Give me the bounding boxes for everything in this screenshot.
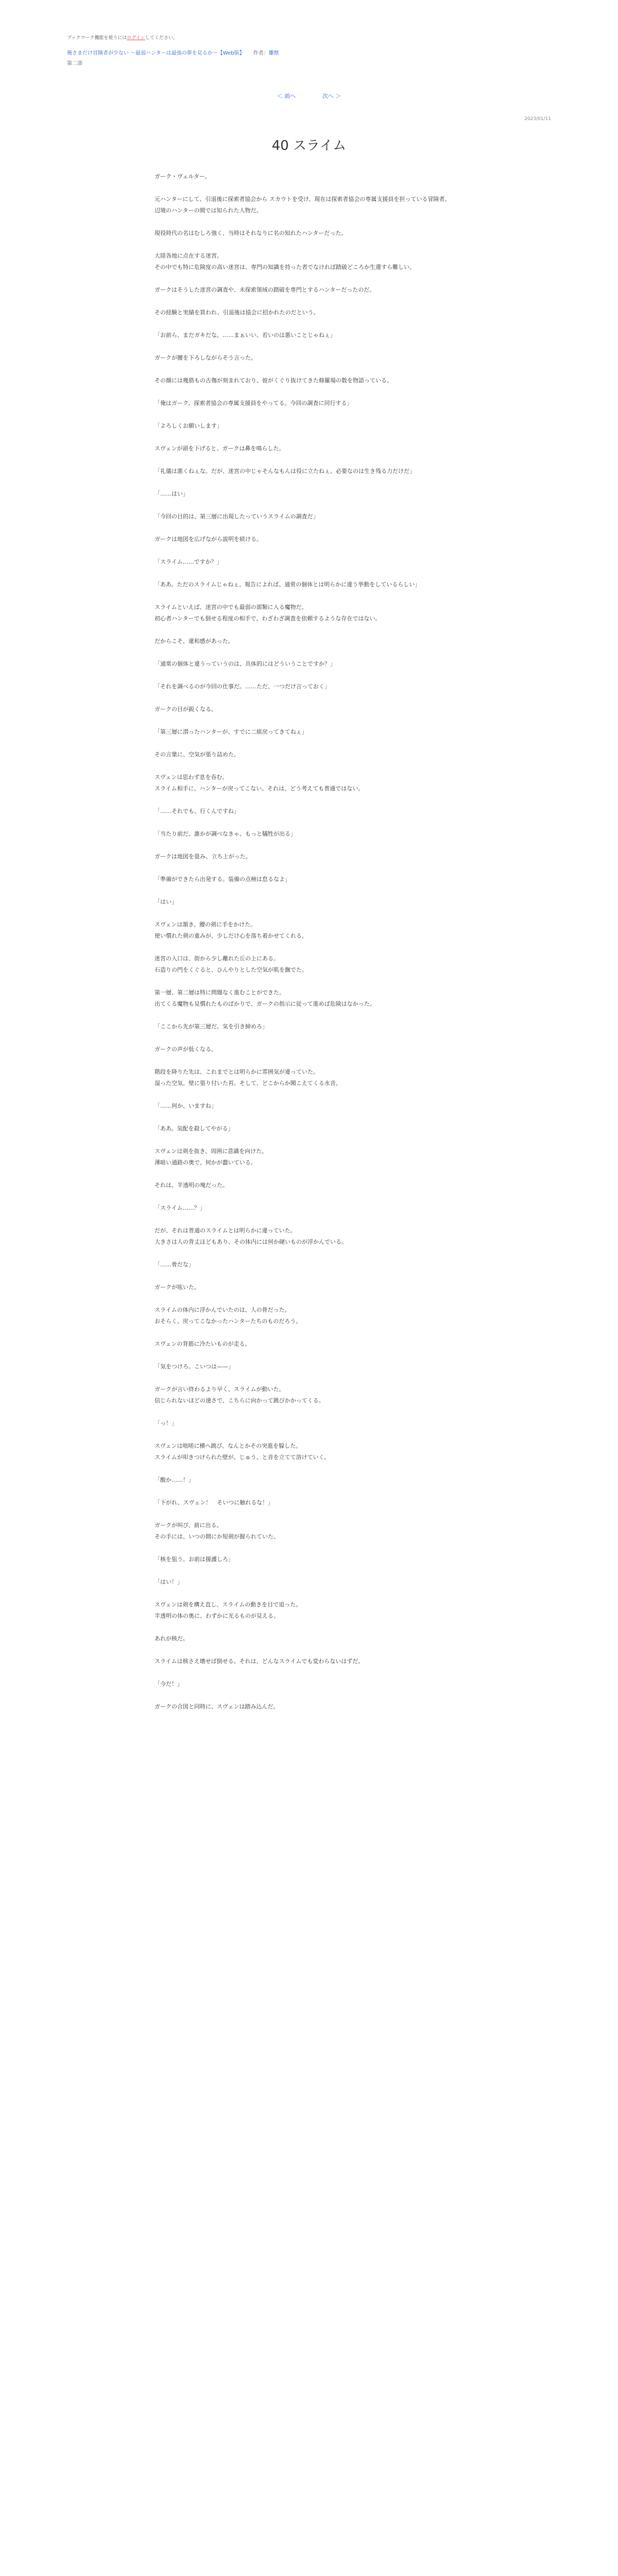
body-paragraph: その言葉に、空気が張り詰めた。 (154, 751, 239, 758)
body-paragraph: 階段を降りた先は、これまでとは明らかに雰囲気が違っていた。 湿った空気。壁に張り付いた苔。そして、どこからか聞こえてくる水音。 (154, 1069, 341, 1087)
body-paragraph: スヴェンは思わず息を呑む。 スライム相手に、ハンターが戻ってこない。それは、どう考えても普通ではない。 (154, 774, 364, 792)
body-paragraph: 「ああ。気配を殺してやがる」 (154, 1125, 234, 1132)
episode-title: 40 スライム (271, 138, 347, 154)
episode-nav (0, 92, 618, 100)
chapter-label: 第二部 (67, 61, 82, 66)
body-paragraph: あれが核だ。 (154, 1635, 188, 1642)
body-paragraph: ガークが叫び、前に出る。 その手には、いつの間にか短剣が握られていた。 (154, 1522, 279, 1540)
body-paragraph: スヴェンは咄嗟に横へ跳び、なんとかその突進を躱した。 スライムが叩きつけられた壁が、じゅう、と音を立てて溶けていく。 (154, 1443, 330, 1461)
body-paragraph: 現役時代の名はむしろ強く、当時はそれなりに名の知れたハンターだった。 (154, 230, 347, 236)
body-paragraph: スヴェンの背筋に冷たいものが走る。 (154, 1341, 251, 1347)
body-paragraph: ガークの合図と同時に、スヴェンは踏み込んだ。 (154, 1703, 279, 1710)
body-paragraph: 「スライム……ですか？」 (154, 558, 222, 565)
body-paragraph: 「……骨だな」 (154, 1261, 194, 1268)
body-paragraph: だからこそ、違和感があった。 (154, 638, 234, 645)
body-paragraph: 「っ！」 (154, 1420, 177, 1427)
body-paragraph: 「準備ができたら出発する。装備の点検は怠るなよ」 (154, 876, 290, 883)
author-label: 作者： (253, 50, 269, 56)
body-paragraph: ガークは地図を広げながら説明を続ける。 (154, 536, 262, 543)
notice-prefix: ブックマーク機能を使うには (67, 36, 127, 41)
next-episode-link[interactable]: 次へ ＞ (322, 93, 341, 99)
body-paragraph: だが、それは普通のスライムとは明らかに違っていた。 大きさは人の背丈ほどもあり、その体内には何か硬いものが浮かんでいる。 (154, 1227, 347, 1245)
body-paragraph: 「スライム……？」 (154, 1205, 205, 1211)
body-paragraph: ガークが言い終わるより早く、スライムが動いた。 信じられないほどの速さで、こちらに向かって跳びかかってくる。 (154, 1386, 324, 1404)
body-paragraph: スヴェンは剣を構え直し、スライムの動きを目で追った。 半透明の体の奥に、わずかに光るものが見える。 (154, 1601, 302, 1619)
body-paragraph: 「それを調べるのが今回の仕事だ。……ただ、一つだけ言っておく」 (154, 683, 330, 690)
body-paragraph: ガークが呟いた。 (154, 1284, 200, 1291)
body-paragraph: スヴェンは頷き、腰の剣に手をかけた。 使い慣れた剣の重みが、少しだけ心を落ち着かせてくれる。 (154, 921, 307, 939)
series-info (67, 49, 279, 58)
body-paragraph: 「お前ら、まだガキだな。……まぁいい、若いのは悪いことじゃねぇ」 (154, 332, 336, 338)
body-paragraph: 「当たり前だ。誰かが調べなきゃ、もっと犠牲が出る」 (154, 831, 296, 837)
bookmark-notice (67, 34, 178, 41)
body-paragraph: その経験と実績を買われ、引退後は協会に招かれたのだという。 (154, 309, 319, 316)
body-paragraph: 「礼儀は悪くねぇな。だが、迷宮の中じゃそんなもんは役に立たねぇ。必要なのは生き残る力だけだ」 (154, 468, 415, 474)
body-paragraph: 「俺はガーク。探索者協会の専属支援員をやってる。今回の調査に同行する」 (154, 400, 353, 406)
body-paragraph: 「はい」 (154, 899, 177, 905)
body-paragraph: スライムは核さえ壊せば倒せる。それは、どんなスライムでも変わらないはずだ。 (154, 1658, 364, 1665)
notice-suffix: してください。 (145, 36, 178, 41)
body-paragraph: ガーク・ヴェルター。 (154, 173, 211, 180)
body-paragraph: ガークの声が低くなる。 (154, 1046, 217, 1053)
body-paragraph: 「よろしくお願いします」 (154, 422, 222, 429)
body-paragraph: 「酸か……！」 (154, 1477, 194, 1483)
login-link[interactable]: ログイン (127, 36, 145, 41)
author-link[interactable]: 雛獣 (268, 50, 279, 56)
body-paragraph: 「今回の目的は、第三層に出現したっていうスライムの調査だ」 (154, 513, 319, 520)
body-paragraph: 迷宮の入口は、街から少し離れた丘の上にある。 石造りの門をくぐると、ひんやりとした空気が肌を撫でた。 (154, 955, 307, 973)
body-paragraph: ガークが腰を下ろしながらそう言った。 (154, 354, 256, 361)
body-paragraph: ガークの目が鋭くなる。 (154, 706, 217, 713)
series-title-link[interactable]: 俺さまだけ冒険者が少ない 〜最弱ハンターは最強の夢を見るか〜【Web版】 (67, 50, 245, 56)
body-paragraph: 「核を狙う。お前は援護しろ」 (154, 1556, 234, 1563)
body-paragraph: スヴェンが頭を下げると、ガークは鼻を鳴らした。 (154, 445, 285, 452)
body-paragraph: スライムの体内に浮かんでいたのは、人の骨だった。 おそらく、戻ってこなかったハンターたちのものだろう。 (154, 1307, 302, 1325)
body-paragraph: 「下がれ、スヴェン！ そいつに触れるな！」 (154, 1499, 274, 1506)
body-paragraph: 「ああ。ただのスライムじゃねぇ。報告によれば、通常の個体とは明らかに違う挙動をしているらしい」 (154, 581, 421, 588)
body-paragraph: 「……何か、いますね」 (154, 1103, 217, 1109)
publish-date: 2023/01/11 (524, 116, 551, 122)
body-paragraph: 「気をつけろ。こいつは——」 (154, 1363, 234, 1370)
body-paragraph: スライムといえば、迷宮の中でも最弱の部類に入る魔物だ。 初心者ハンターでも倒せる程度の相手で、わざわざ調査を依頼するような存在ではない。 (154, 604, 381, 622)
novel-body (154, 171, 464, 1724)
body-paragraph: その顔には幾筋もの古傷が刻まれており、彼がくぐり抜けてきた修羅場の数を物語っている。 (154, 377, 392, 384)
body-paragraph: 「ここから先が第三層だ。気を引き締めろ」 (154, 1023, 268, 1030)
body-paragraph: ガークはそうした迷宮の調査や、未探索領域の踏破を専門とするハンターだったのだ。 (154, 286, 375, 293)
body-paragraph: 元ハンターにして、引退後に探索者協会から スカウトを受け、現在は探索者協会の専属支援員を担っている冒険者。 辺境のハンターの間では知られた人物だ。 (154, 196, 451, 214)
body-paragraph: それは、半透明の塊だった。 (154, 1182, 228, 1189)
body-paragraph: 第一層、第二層は特に問題なく進むことができた。 出てくる魔物も見慣れたものばかりで、ガークの指示に従って進めば危険はなかった。 (154, 989, 375, 1007)
body-paragraph: 「今だ！」 (154, 1681, 183, 1687)
body-paragraph: 「……それでも、行くんですね」 (154, 808, 239, 815)
body-paragraph: 「……はい」 (154, 490, 188, 497)
body-paragraph: 「通常の個体と違うっていうのは、具体的にはどういうことですか？」 (154, 660, 336, 667)
body-paragraph: 大陸各地に点在する迷宮。 その中でも特に危険度の高い迷宮は、専門の知識を持った者でなければ踏破どころか生還すら難しい。 (154, 252, 415, 270)
body-paragraph: 「はい！」 (154, 1579, 183, 1585)
prev-episode-link[interactable]: ＜ 前へ (277, 93, 296, 99)
body-paragraph: スヴェンは剣を抜き、周囲に意識を向けた。 薄暗い通路の奥で、何かが蠢いている。 (154, 1148, 268, 1166)
body-paragraph: ガークは地図を畳み、立ち上がった。 (154, 853, 251, 860)
body-paragraph: 「第三層に潜ったハンターが、すでに二組戻ってきてねぇ」 (154, 728, 307, 735)
